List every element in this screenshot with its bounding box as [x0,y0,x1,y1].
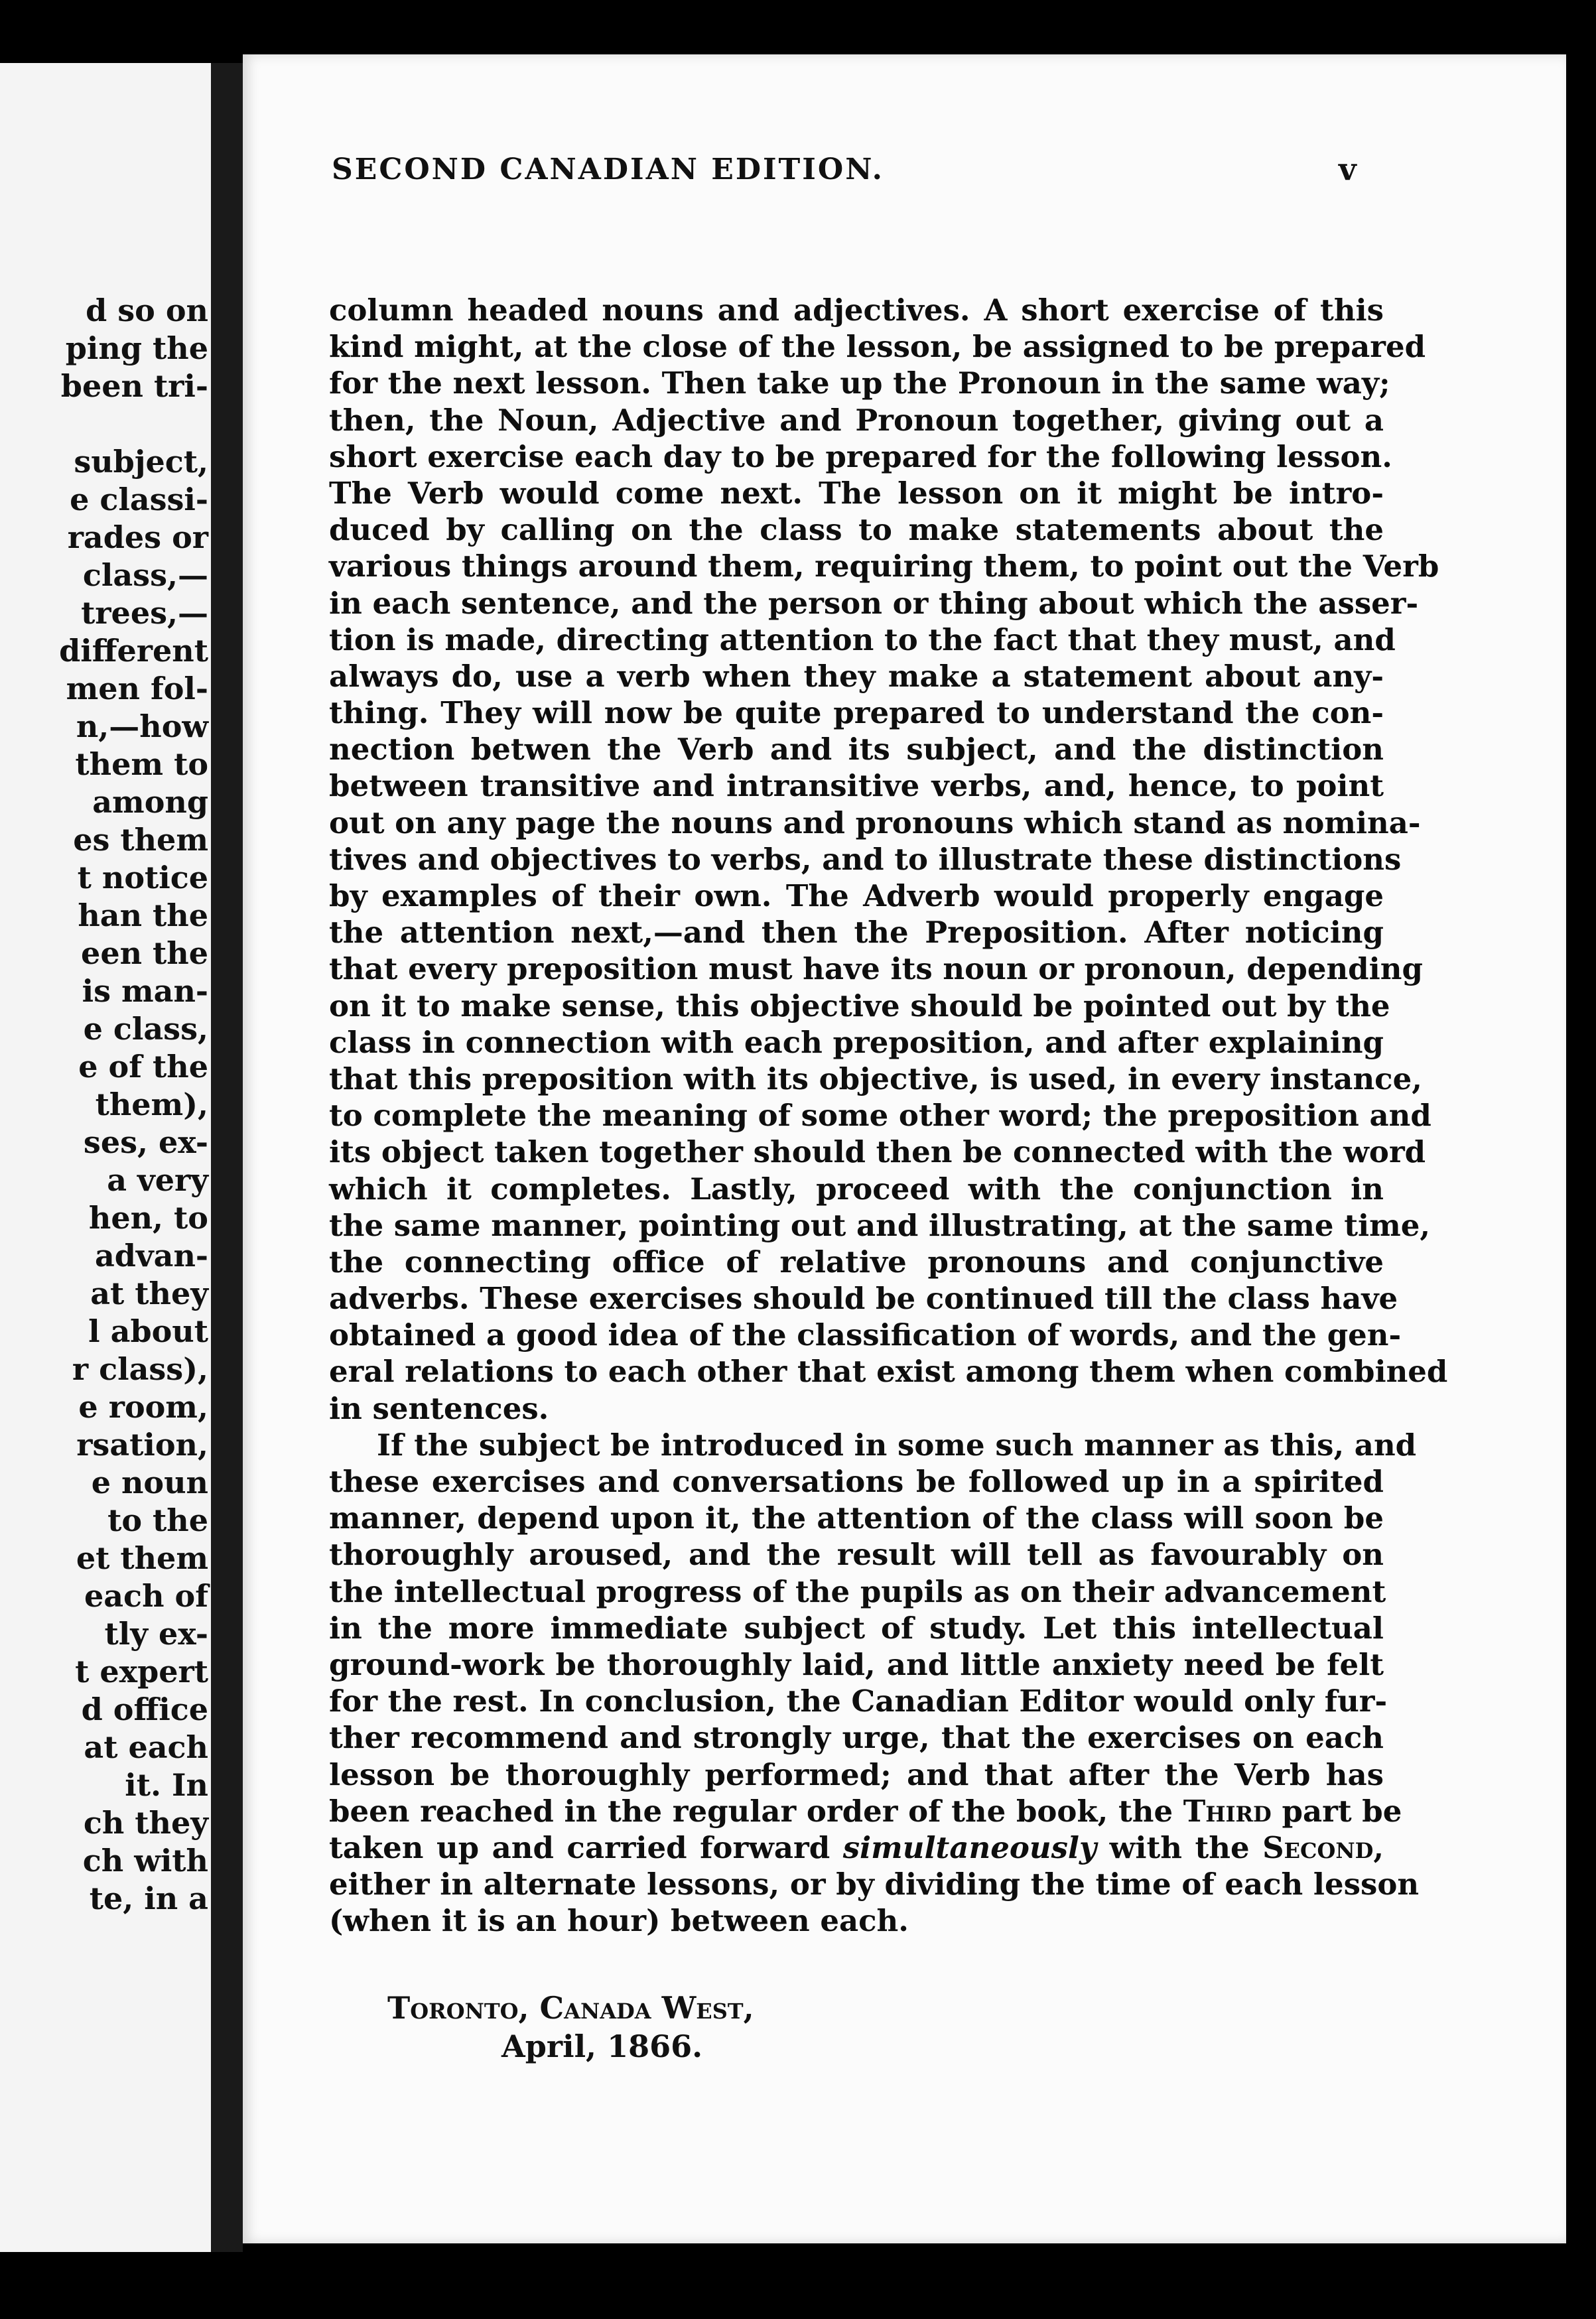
facing-page-line: among [92,784,208,820]
facing-page-line: a very [107,1162,208,1198]
text-line: short exercise each day to be prepared for the following lesson. [329,438,1392,474]
facing-page-line: it. In [125,1767,208,1803]
text-line: nection betwen the Verb and its subject, and the distinction [329,732,1384,767]
facing-page-line: te, in a [89,1881,208,1916]
text-line: by examples of their own. The Adverb would properly engage [329,878,1384,913]
text-line: either in alternate lessons, or by dividing the time of each lesson [329,1867,1420,1902]
facing-page-line: each of [84,1578,208,1614]
text-line: ground-work be thoroughly laid, and little anxiety need be felt [329,1646,1384,1682]
facing-page-line: e of the [78,1049,208,1085]
facing-page-line: n,—how [76,708,208,744]
facing-page-line: t expert [75,1654,208,1690]
text-fragment: been reached in the regular order of the book, the [329,1793,1173,1829]
simultaneously-italic: simultaneously [842,1829,1097,1865]
facing-page-line: een the [81,935,208,971]
text-line: thoroughly aroused, and the result will tell as favourably on [329,1537,1384,1573]
text-line: that this preposition with its objective, is used, in every instance, [329,1061,1422,1096]
facing-page-line: d so on [86,293,208,328]
text-line: tives and objectives to verbs, and to illustrate these distinctions [329,841,1402,877]
text-line: to complete the meaning of some other word; the preposition and [329,1098,1431,1134]
facing-page-line: e room, [78,1389,208,1425]
facing-page-line: is man- [82,973,208,1009]
facing-page-line: e classi- [70,482,208,517]
text-line: the connecting office of relative pronouns and conjunctive [329,1244,1384,1280]
facing-page-line: d office [81,1691,208,1727]
facing-page-line: advan- [94,1238,208,1274]
text-line: column headed nouns and adjectives. A short exercise of this [329,293,1384,328]
facing-page-line: e noun [91,1465,208,1500]
text-line: duced by calling on the class to make statements about the [329,512,1384,548]
text-line: in sentences. [329,1390,549,1426]
running-title: SECOND CANADIAN EDITION. [332,153,884,186]
facing-page-line: l about [88,1313,208,1349]
text-line: for the next lesson. Then take up the Pronoun in the same way; [329,365,1390,401]
facing-page-line: been tri- [60,368,208,404]
facing-page-line: tly ex- [104,1616,208,1652]
text-line: eral relations to each other that exist among them when combined [329,1354,1448,1390]
text-line: always do, use a verb when they make a statement about any- [329,658,1384,694]
text-line: then, the Noun, Adjective and Pronoun together, giving out a [329,402,1384,438]
text-line: (when it is an hour) between each. [329,1903,909,1939]
facing-page-line: subject, [74,444,208,480]
text-line: in each sentence, and the person or thing about which the asser- [329,585,1419,621]
facing-page-line: rades or [67,519,208,555]
facing-page-line: different [59,633,208,669]
facing-page-line: et them [76,1540,208,1576]
facing-page-line: them to [75,746,208,782]
facing-page-line: es them [73,822,208,858]
facing-page-line: han the [78,897,208,933]
text-line: manner, depend upon it, the attention of the class will soon be [329,1500,1384,1536]
text-line: If the subject be introduced in some such manner as this, and [377,1427,1417,1463]
facing-page-line: trees,— [81,595,208,631]
text-line-with-third [329,1793,1402,1829]
text-line: class in connection with each preposition, and after explaining [329,1024,1384,1060]
facing-page-line: at they [90,1276,208,1311]
facing-page-line: ch with [82,1843,208,1879]
facing-page-line: ch they [83,1805,208,1841]
facing-page-line: men fol- [66,671,208,706]
body-text [329,292,1448,1939]
text-line: various things around them, requiring them, to point out the Verb [329,549,1439,584]
text-line: thing. They will now be quite prepared to understand the con- [329,695,1384,731]
text-line: between transitive and intransitive verbs, and, hence, to point [329,768,1384,804]
second-small-caps: Second, [1262,1829,1384,1865]
text-line: in the more immediate subject of study. Let this intellectual [329,1610,1384,1646]
text-line: the intellectual progress of the pupils as on their advancement [329,1573,1386,1609]
text-line: adverbs. These exercises should be continued till the class have [329,1281,1398,1317]
text-line: lesson be thoroughly performed; and that after the Verb has [329,1756,1384,1792]
text-line: kind might, at the close of the lesson, be assigned to be prepared [329,329,1426,365]
text-line: tion is made, directing attention to the fact that they must, and [329,622,1396,657]
text-line: the attention next,—and then the Preposition. After noticing [329,915,1384,951]
facing-page-line [0,405,208,443]
text-line: The Verb would come next. The lesson on it might be intro- [329,475,1384,511]
facing-page-line: ping the [65,330,208,366]
facing-page-line: class,— [82,557,208,593]
signature-date: April, 1866. [501,2028,703,2064]
text-fragment: with the [1109,1829,1250,1865]
facing-page-line: ses, ex- [83,1124,208,1160]
text-line: obtained a good idea of the classification of words, and the gen- [329,1317,1402,1353]
third-small-caps: Third [1183,1793,1272,1829]
page-number: v [1339,151,1357,187]
facing-page-line: them), [95,1087,208,1122]
facing-page-line: rsation, [76,1427,208,1463]
facing-page-line: t notice [77,860,208,895]
facing-page-line: at each [84,1729,208,1765]
facing-page-line: hen, to [88,1200,208,1236]
facing-page-line: e class, [83,1011,208,1047]
text-line: ther recommend and strongly urge, that the exercises on each [329,1720,1384,1756]
text-line: out on any page the nouns and pronouns which stand as nomina- [329,805,1421,840]
text-line: that every preposition must have its noun or pronoun, depending [329,951,1423,987]
text-line-with-italic [329,1829,1384,1866]
book-gutter [211,63,243,2252]
text-fragment: part be [1282,1793,1402,1829]
facing-page [0,63,211,2252]
signature-place: Toronto, Canada West, [387,1990,754,2026]
text-line: these exercises and conversations be followed up in a spirited [329,1464,1384,1499]
text-line: for the rest. In conclusion, the Canadian Editor would only fur- [329,1684,1388,1719]
text-line: which it completes. Lastly, proceed with the conjunction in [329,1171,1384,1207]
text-line: the same manner, pointing out and illustrating, at the same time, [329,1207,1431,1243]
text-fragment: taken up and carried forward [329,1829,831,1865]
text-line: on it to make sense, this objective should be pointed out by the [329,988,1390,1024]
text-line: its object taken together should then be connected with the word [329,1134,1426,1170]
facing-page-line: to the [107,1502,208,1538]
facing-page-line: r class), [72,1351,208,1387]
facing-page-text [0,292,208,1918]
